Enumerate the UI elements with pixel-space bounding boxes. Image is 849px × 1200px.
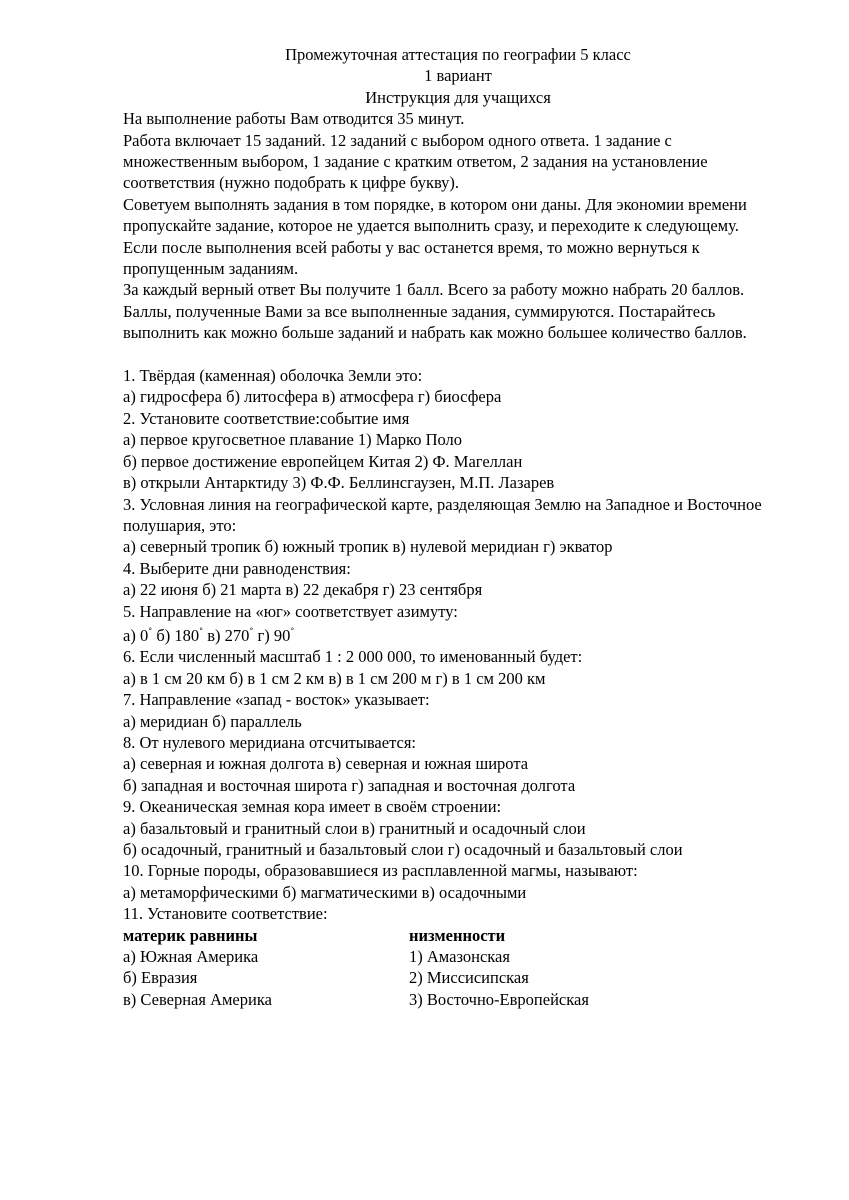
question-4-stem: 4. Выберите дни равноденствия: [123,558,351,578]
question-8-options-row2: б) западная и восточная широта г) западная и восточная долгота [123,775,576,795]
instructions-block [123,108,793,343]
instruction-line: пропускайте задание, которое не удается выполнить сразу, и переходите к следующему. [123,216,739,236]
question-6-options: а) в 1 см 20 км б) в 1 см 2 км в) в 1 см 200 м г) в 1 см 200 км [123,668,546,688]
question-3-options: а) северный тропик б) южный тропик в) нулевой меридиан г) экватор [123,537,613,557]
question-7-stem: 7. Направление «запад - восток» указывает: [123,690,430,710]
instruction-heading: Инструкция для учащихся [365,87,551,107]
match-right-item: 2) Миссисипская [409,968,529,988]
match-left-item: а) Южная Америка [123,947,259,967]
question-3-stem: 3. Условная линия на географической карте, разделяющая Землю на Западное и Восточное [123,494,762,514]
column-header-left: материк равнины [123,925,258,945]
questions-block [123,365,793,925]
option-v-label: в) 270 [203,625,250,645]
option-a-label: а) 0 [123,625,149,645]
degree-icon: ˚ [148,624,153,639]
degree-icon: ˚ [249,624,254,639]
matching-table [123,925,793,1011]
instruction-line: множественным выбором, 1 задание с кратким ответом, 2 задания на установление [123,152,708,172]
variant-label: 1 вариант [424,66,492,86]
page-title: Промежуточная аттестация по географии 5 класс [285,45,631,64]
match-left-item: б) Евразия [123,968,198,988]
instruction-line: соответствия (нужно подобрать к цифре букву). [123,173,460,193]
column-header-right: низменности [409,925,506,945]
section-spacer [123,344,793,365]
question-2-option-b: б) первое достижение европейцем Китая 2) Ф. Магеллан [123,451,523,471]
instruction-line: Работа включает 15 заданий. 12 заданий с выбором одного ответа. 1 задание с [123,130,672,150]
degree-icon: ˚ [199,624,204,639]
match-right-item: 3) Восточно-Европейская [409,989,589,1009]
question-8-stem: 8. От нулевого меридиана отсчитывается: [123,733,416,753]
document-content [123,44,793,1010]
question-6-stem: 6. Если численный масштаб 1 : 2 000 000, то именованный будет: [123,647,583,667]
instruction-line: Баллы, полученные Вами за все выполненные задания, суммируются. Постарайтесь [123,301,716,321]
question-2-stem: 2. Установите соответствие:событие имя [123,408,410,428]
table-header-row [123,925,793,946]
question-3-stem-cont: полушария, это: [123,515,237,535]
question-9-options-row2: б) осадочный, гранитный и базальтовый слои г) осадочный и базальтовый слои [123,840,683,860]
instruction-line: Советуем выполнять задания в том порядке, в котором они даны. Для экономии времени [123,194,747,214]
instruction-line: На выполнение работы Вам отводится 35 минут. [123,109,465,129]
instruction-line: пропущенным заданиям. [123,259,299,279]
match-left-item: в) Северная Америка [123,989,272,1009]
question-1-stem: 1. Твёрдая (каменная) оболочка Земли это: [123,366,423,386]
instruction-line: выполнить как можно больше заданий и набрать как можно большее количество баллов. [123,323,747,343]
document-header [123,44,793,108]
question-4-options: а) 22 июня б) 21 марта в) 22 декабря г) 23 сентября [123,580,483,600]
question-2-option-a: а) первое кругосветное плавание 1) Марко Поло [123,430,463,450]
question-5-stem: 5. Направление на «юг» соответствует азимуту: [123,601,458,621]
question-10-options: а) метаморфическими б) магматическими в) осадочными [123,882,527,902]
question-8-options-row1: а) северная и южная долгота в) северная и южная широта [123,754,529,774]
question-2-option-v: в) открыли Антарктиду 3) Ф.Ф. Беллинсгаузен, М.П. Лазарев [123,473,555,493]
table-row [123,989,793,1010]
option-g-label: г) 90 [253,625,291,645]
instruction-line: За каждый верный ответ Вы получите 1 балл. Всего за работу можно набрать 20 баллов. [123,280,745,300]
match-right-item: 1) Амазонская [409,947,510,967]
question-5-options [123,622,793,646]
option-b-label: б) 180 [152,625,200,645]
question-10-stem: 10. Горные породы, образовавшиеся из расплавленной магмы, называют: [123,861,638,881]
question-11-stem: 11. Установите соответствие: [123,904,328,924]
question-7-options: а) меридиан б) параллель [123,711,302,731]
table-row [123,967,793,988]
table-row [123,946,793,967]
instruction-line: Если после выполнения всей работы у вас останется время, то можно вернуться к [123,237,700,257]
question-9-stem: 9. Океаническая земная кора имеет в своём строении: [123,797,502,817]
question-1-options: а) гидросфера б) литосфера в) атмосфера г) биосфера [123,387,502,407]
question-9-options-row1: а) базальтовый и гранитный слои в) гранитный и осадочный слои [123,818,586,838]
degree-icon: ˚ [290,624,295,639]
